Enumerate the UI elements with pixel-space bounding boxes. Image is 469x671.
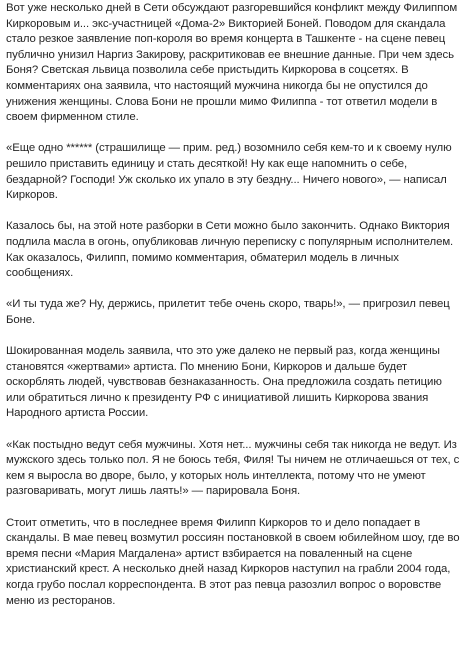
article-paragraph-scandals: Стоит отметить, что в последнее время Филипп Киркоров то и дело попадает в скандалы. В мае певец возмутил россиян постановкой в своем юбилейном шоу, где во время песни «Мария Магдалена» артист взбирается на поваленный на сцене христианский крест. А несколько дней назад Киркоров наступил на грабли 2004 года, когда грубо послал корреспондента. В этот раз певца разозлил вопрос о воровстве меню из ресторанов. [6,516,460,607]
article-paragraph-correspondence: Казалось бы, на этой ноте разборки в Сети можно было закончить. Однако Виктория подлила масла в огонь, опубликовав личную переписку с популярным исполнителем. Как оказалось, Филипп, помимо комментария, обматерил модель в личных сообщениях. [6,220,454,280]
article-paragraph-threat-quote: «И ты туда же? Ну, держись, прилетит тебе очень скоро, тварь!», — пригрозил певец Боне. [6,298,450,326]
article-paragraph-bonya-quote: «Как постыдно ведут себя мужчины. Хотя нет... мужчины себя так никогда не ведут. Из мужского здесь только пол. Я не боюсь тебя, Филя! Ты ничем не отличаешься от тех, с кем я выросла во дворе, было, у которых ноль интеллекта, потому что не умеют разговаривать, могут лишь лаять!» — парировала Боня. [6,438,460,498]
article-paragraph-kirkorov-quote: «Еще одно ****** (страшилище — прим. ред.) возомнило себя кем-то и к своему нулю решило приставить единицу и стать десяткой! Ну как еще напомнить о себе, бездарной? Господи! Уж сколько их упало в эту бездну... Ничего нового», — написал Киркоров. [6,142,452,202]
article-paragraph-intro: Вот уже несколько дней в Сети обсуждают разгоревшийся конфликт между Филиппом Киркоровым и... экс-участницей «Дома-2» Викторией Боней. Поводом для скандала стало резкое заявление поп-короля во время концерта в Ташкенте - на сцене певец публично унизил Наргиз Закирову, раскритиковав ее внешние данные. При чем здесь Боня? Светская львица позволила себе пристыдить Киркорова в соцсетях. В комментариях она заявила, что настоящий мужчина никогда бы не опустился до унижения женщины. Слова Бони не прошли мимо Филиппа - тот ответил модели в своем фирменном стиле. [6,2,458,124]
article-paragraph-petition: Шокированная модель заявила, что это уже далеко не первый раз, когда женщины становятся «жертвами» артиста. По мнению Бони, Киркоров и дальше будет оскорблять людей, чувствовав безнаказанность. Она предложила создать петицию или обратиться лично к президенту РФ с инициативой лишить Киркорова звания Народного артиста России. [6,345,442,420]
